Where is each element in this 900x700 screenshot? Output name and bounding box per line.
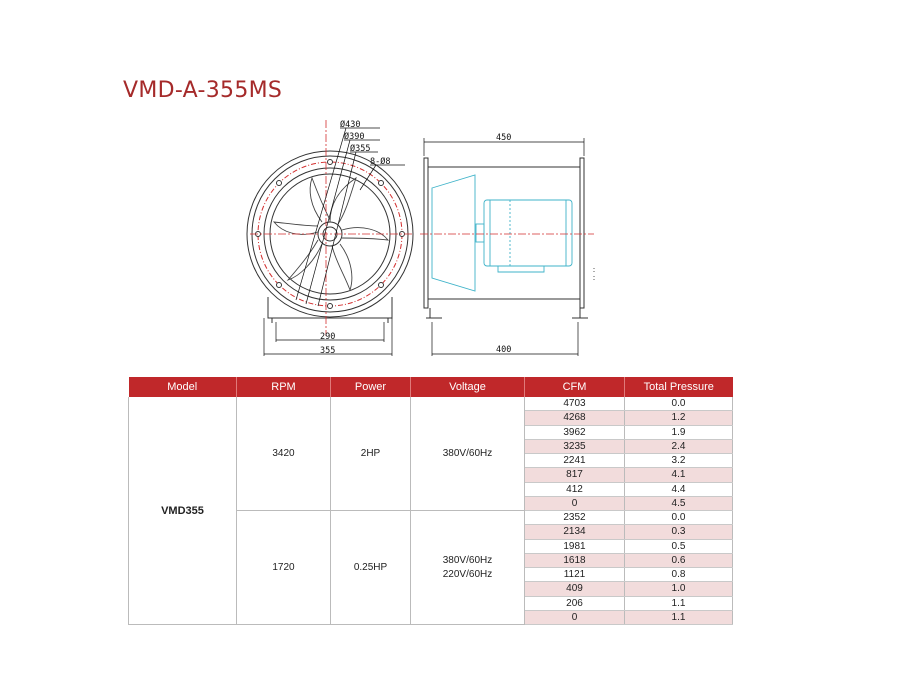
pressure-cell: 1.2 — [625, 411, 733, 425]
pressure-cell: 3.2 — [625, 454, 733, 468]
pressure-cell: 4.4 — [625, 482, 733, 496]
cfm-cell: 412 — [525, 482, 625, 496]
cfm-cell: 0 — [525, 496, 625, 510]
pressure-cell: 1.1 — [625, 596, 733, 610]
pressure-cell: 2.4 — [625, 439, 733, 453]
header-model: Model — [129, 377, 237, 397]
page-title: VMD-A-355MS — [123, 78, 283, 103]
rpm-cell: 1720 — [237, 511, 331, 625]
dimension-label-290: 290 — [320, 332, 336, 342]
voltage-cell — [411, 397, 525, 511]
header-cfm: CFM — [525, 377, 625, 397]
table-header-row — [129, 377, 733, 397]
voltage-value: 380V/60Hz — [442, 447, 493, 459]
dimension-label-430: Ø430 — [340, 120, 361, 130]
power-cell: 2HP — [331, 397, 411, 511]
header-voltage: Voltage — [411, 377, 525, 397]
cfm-cell: 1121 — [525, 568, 625, 582]
dimension-label-450: 450 — [496, 133, 512, 143]
cfm-cell: 409 — [525, 582, 625, 596]
specs-table — [128, 377, 733, 625]
model-cell — [129, 397, 237, 625]
pressure-cell: 1.1 — [625, 610, 733, 624]
pressure-cell: 4.1 — [625, 468, 733, 482]
voltage-cell — [411, 511, 525, 625]
cfm-cell: 206 — [525, 596, 625, 610]
rpm-cell: 3420 — [237, 397, 331, 511]
model-name: VMD355 — [161, 504, 204, 517]
cfm-cell: 0 — [525, 610, 625, 624]
pressure-cell: 0.0 — [625, 511, 733, 525]
cfm-cell: 2241 — [525, 454, 625, 468]
cfm-cell: 4703 — [525, 397, 625, 411]
cfm-cell: 2352 — [525, 511, 625, 525]
power-cell: 0.25HP — [331, 511, 411, 625]
dimension-label-355-base: 355 — [320, 346, 336, 356]
pressure-cell: 0.8 — [625, 568, 733, 582]
voltage-value: 380V/60Hz — [442, 554, 493, 566]
header-rpm: RPM — [237, 377, 331, 397]
table-row — [129, 397, 733, 411]
dimension-label-390: Ø390 — [344, 132, 365, 142]
cfm-cell: 1981 — [525, 539, 625, 553]
pressure-cell: 0.3 — [625, 525, 733, 539]
pressure-cell: 1.9 — [625, 425, 733, 439]
pressure-cell: 0.6 — [625, 553, 733, 567]
side-view — [420, 138, 594, 356]
cfm-cell: 1618 — [525, 553, 625, 567]
cfm-cell: 3235 — [525, 439, 625, 453]
header-power: Power — [331, 377, 411, 397]
pressure-cell: 4.5 — [625, 496, 733, 510]
cfm-cell: 2134 — [525, 525, 625, 539]
voltage-value: 220V/60Hz — [442, 568, 493, 580]
dimension-label-355: Ø355 — [350, 144, 371, 154]
dimension-label-400: 400 — [496, 345, 512, 355]
header-total-pressure: Total Pressure — [625, 377, 733, 397]
side-view-dimensions — [496, 133, 511, 355]
pressure-cell: 0.5 — [625, 539, 733, 553]
cfm-cell: 817 — [525, 468, 625, 482]
cfm-cell: 4268 — [525, 411, 625, 425]
dimension-label-holes: 8-Ø8 — [370, 157, 391, 167]
pressure-cell: 1.0 — [625, 582, 733, 596]
pressure-cell: 0.0 — [625, 397, 733, 411]
front-view — [247, 120, 413, 356]
cfm-cell: 3962 — [525, 425, 625, 439]
